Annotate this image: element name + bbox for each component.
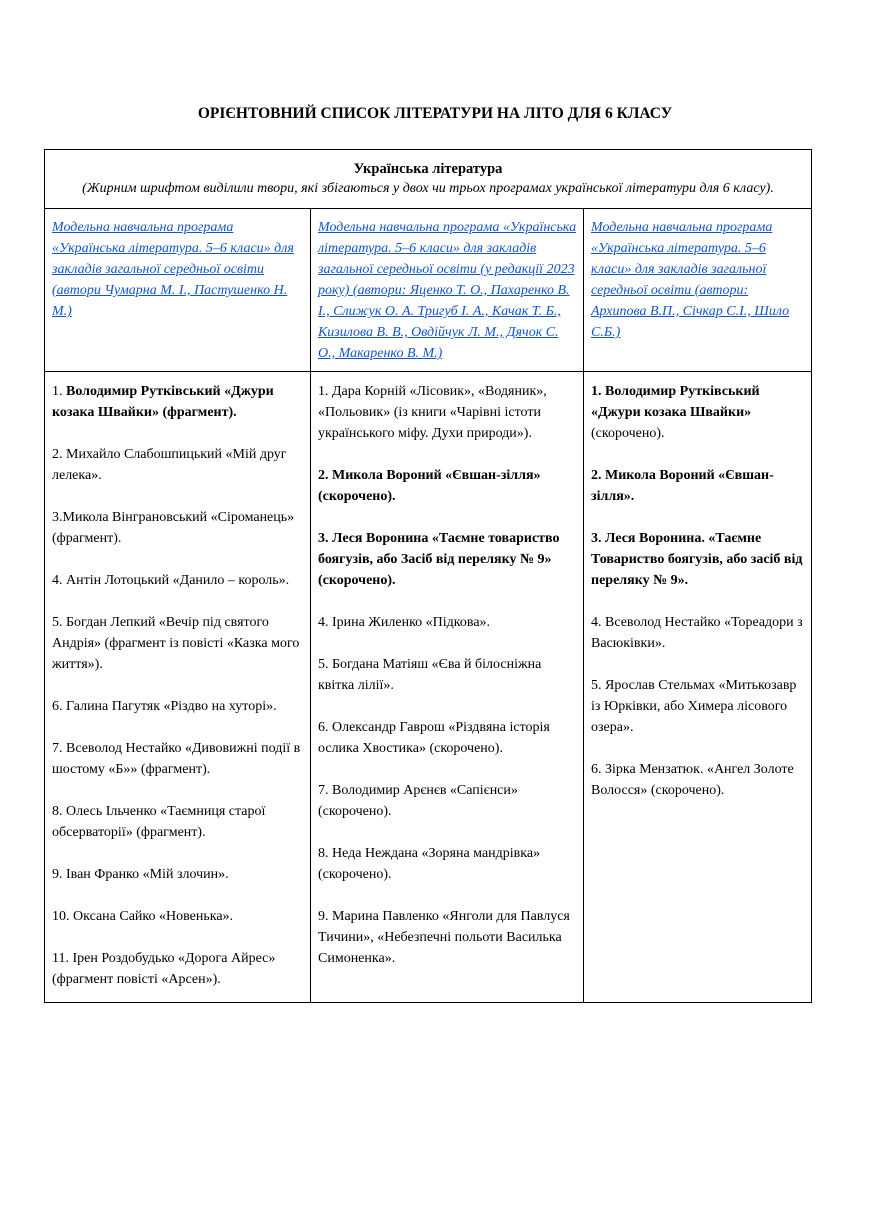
list-item — [52, 570, 304, 591]
list-item-text: 11. Ірен Роздобудько «Дорога Айрес» (фрагмент повісті «Арсен»). — [52, 951, 276, 987]
list-item — [318, 612, 577, 633]
book-list-2 — [311, 372, 584, 1003]
program-row — [45, 209, 812, 372]
list-item — [52, 612, 304, 675]
list-item-bold-text: Володимир Рутківський «Джури козака Швайки» (фрагмент). — [52, 384, 274, 420]
list-item-text: 9. Марина Павленко «Янголи для Павлуся Тичини», «Небезпечні польоти Василька Симоненка». — [318, 909, 570, 966]
table-header-cell — [45, 150, 812, 209]
list-item-text: 7. Всеволод Нестайко «Дивовижні події в шостому «Б»» (фрагмент). — [52, 741, 301, 777]
list-item-text: 4. Антін Лотоцький «Данило – король». — [52, 573, 290, 588]
book-list-row — [45, 372, 812, 1003]
list-item-text: 10. Оксана Сайко «Новенька». — [52, 909, 234, 924]
list-item — [591, 528, 805, 591]
program-link-2[interactable]: Модельна навчальна програма «Українська література. 5–6 класи» для закладів загальної середньої освіти (у редакції 2023 року) (автори: Яценко Т. О., Пахаренко В. І., Слижук О. А. Тригуб І. А., Качак Т. Б., Кизилова В. В., Овдійчук Л. М., Дячок С. О., Макаренко В. М.) — [318, 220, 577, 361]
program-link-1[interactable]: Модельна навчальна програма «Українська література. 5–6 класи» для закладів загальної середньої освіти (автори Чумарна М. І., Пастушенко Н. М.) — [52, 220, 294, 319]
list-item-text: 5. Ярослав Стельмах «Митькозавр із Юрківки, або Химера лісового озера». — [591, 678, 797, 735]
subject-heading: Українська література — [353, 161, 503, 177]
table-header-row — [45, 150, 812, 209]
program-cell-2 — [311, 209, 584, 372]
book-list-3 — [584, 372, 812, 1003]
list-item-bold-text: 3. Леся Воронина «Таємне товариство боягузів, або Засіб від переляку № 9» (скорочено). — [318, 531, 560, 588]
list-item-text: 8. Олесь Ільченко «Таємниця старої обсерваторії» (фрагмент). — [52, 804, 266, 840]
list-item — [591, 381, 805, 444]
program-cell-3 — [584, 209, 812, 372]
list-item-text: 2. Михайло Слабошпицький «Мій друг лелека». — [52, 447, 287, 483]
list-item — [318, 528, 577, 591]
list-item-bold-text: 2. Микола Вороний «Євшан-зілля» (скорочено). — [318, 468, 541, 504]
list-item — [591, 759, 805, 801]
list-item — [318, 654, 577, 696]
list-item — [318, 780, 577, 822]
list-item-text: 1. Дара Корній «Лісовик», «Водяник», «Польовик» (із книги «Чарівні істоти українського міфу. Духи природи»). — [318, 384, 547, 441]
list-item-text: 6. Зірка Мензатюк. «Ангел Золоте Волосся» (скорочено). — [591, 762, 794, 798]
list-item — [591, 612, 805, 654]
list-item-bold-text: 1. Володимир Рутківський «Джури козака Швайки» — [591, 384, 760, 420]
list-item-bold-text: 3. Леся Воронина. «Таємне Товариство боягузів, або засіб від переляку № 9». — [591, 531, 803, 588]
list-item — [591, 675, 805, 738]
page-title: ОРІЄНТОВНИЙ СПИСОК ЛІТЕРАТУРИ НА ЛІТО ДЛЯ 6 КЛАСУ — [197, 105, 673, 122]
list-item-bold-text: 2. Микола Вороний «Євшан-зілля». — [591, 468, 774, 504]
book-list-1 — [45, 372, 311, 1003]
list-item-text: 4. Ірина Жиленко «Підкова». — [318, 615, 491, 630]
list-item — [52, 696, 304, 717]
list-item-text: 5. Богдан Лепкий «Вечір під святого Андрія» (фрагмент із повісті «Казка мого життя»). — [52, 615, 300, 672]
literature-table — [44, 149, 812, 1003]
list-item-text: 6. Олександр Гаврош «Різдвяна історія ослика Хвостика» (скорочено). — [318, 720, 550, 756]
list-item — [52, 948, 304, 990]
program-cell-1 — [45, 209, 311, 372]
list-item — [52, 444, 304, 486]
program-link-3[interactable]: Модельна навчальна програма «Українська література. 5–6 класи» для закладів загальної середньої освіти (автори: Архипова В.П., Січкар С.І., Шило С.Б.) — [591, 220, 790, 340]
list-item — [318, 381, 577, 444]
list-item-text: 8. Неда Неждана «Зоряна мандрівка» (скорочено). — [318, 846, 541, 882]
list-item-text: 9. Іван Франко «Мій злочин». — [52, 867, 229, 882]
list-item-text: 6. Галина Пагутяк «Різдво на хуторі». — [52, 699, 277, 714]
list-item-text: 1. — [52, 384, 66, 399]
list-item — [52, 906, 304, 927]
list-item — [52, 864, 304, 885]
list-item-text: 7. Володимир Арєнєв «Сапієнси» (скорочено). — [318, 783, 518, 819]
list-item — [318, 843, 577, 885]
list-item-text: 4. Всеволод Нестайко «Тореадори з Васюківки». — [591, 615, 803, 651]
list-item — [52, 738, 304, 780]
list-item — [318, 717, 577, 759]
list-item — [52, 381, 304, 423]
header-note: (Жирним шрифтом виділили твори, які збігаються у двох чи трьох програмах української літератури для 6 класу). — [82, 181, 774, 196]
list-item-text: 5. Богдана Матіяш «Єва й білосніжна квітка лілії». — [318, 657, 542, 693]
list-item — [318, 465, 577, 507]
list-item — [52, 801, 304, 843]
list-item — [318, 906, 577, 969]
list-item — [591, 465, 805, 507]
list-item — [52, 507, 304, 549]
list-item-text: 3.Микола Вінграновський «Сіроманець» (фрагмент). — [52, 510, 295, 546]
list-item-text: (скорочено). — [591, 426, 665, 441]
